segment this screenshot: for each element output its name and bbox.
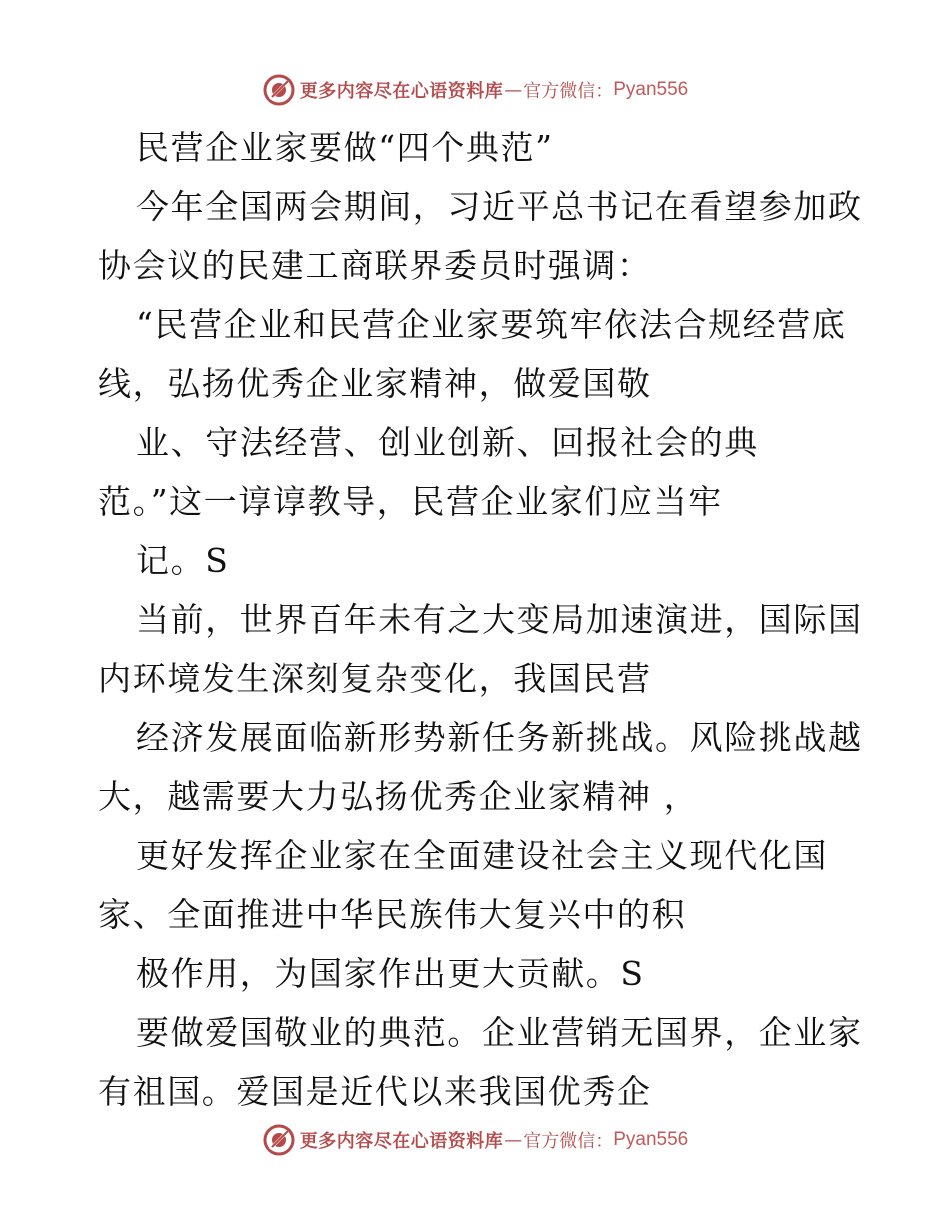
paragraph-line: 大，越需要大力弘扬优秀企业家精神 ， — [98, 777, 699, 816]
paragraph-line: 记。S — [136, 541, 230, 580]
paragraph-line: 内环境发生深刻复杂变化，我国民营 — [98, 659, 652, 698]
footer-site-text: 更多内容尽在心语资料库 — [299, 1131, 504, 1152]
header-banner — [0, 72, 950, 108]
paragraph-line: 线，弘扬优秀企业家精神，做爱国敬 — [98, 364, 652, 403]
paragraph-line: 更好发挥企业家在全面建设社会主义现代化国 — [136, 836, 828, 875]
document-title: 民营企业家要做“四个典范” — [136, 128, 554, 167]
paragraph-line: 范。”这一谆谆教导，民营企业家们应当牢 — [98, 482, 723, 521]
header-wechat-id: Pyan556 — [613, 79, 689, 100]
footer-wechat-label: 官方微信： — [523, 1131, 614, 1152]
paragraph-line: “民营企业和民营企业家要筑牢依法合规经营底 — [136, 305, 847, 344]
brand-logo-icon — [262, 73, 296, 107]
document-body — [98, 118, 863, 1121]
header-wechat-label: 官方微信： — [523, 81, 614, 102]
paragraph-line: 要做爱国敬业的典范。企业营销无国界，企业家 — [136, 1013, 863, 1052]
header-separator: — — [504, 79, 523, 101]
footer-wechat-id: Pyan556 — [613, 1129, 689, 1150]
paragraph-line: 经济发展面临新形势新任务新挑战。风险挑战越 — [136, 718, 863, 757]
paragraph-line: 业、守法经营、创业创新、回报社会的典 — [136, 423, 759, 462]
paragraph-line: 今年全国两会期间，习近平总书记在看望参加政 — [136, 187, 863, 226]
footer-separator: — — [504, 1129, 523, 1151]
brand-logo-icon — [262, 1123, 296, 1157]
paragraph-line: 家、全面推进中华民族伟大复兴中的积 — [98, 895, 687, 934]
paragraph-line: 有祖国。爱国是近代以来我国优秀企 — [98, 1072, 652, 1111]
header-site-text: 更多内容尽在心语资料库 — [299, 81, 504, 102]
paragraph-line: 极作用，为国家作出更大贡献。S — [136, 954, 645, 993]
paragraph-line: 协会议的民建工商联界委员时强调： — [98, 246, 652, 285]
footer-banner — [0, 1122, 950, 1158]
paragraph-line: 当前，世界百年未有之大变局加速演进，国际国 — [136, 600, 863, 639]
